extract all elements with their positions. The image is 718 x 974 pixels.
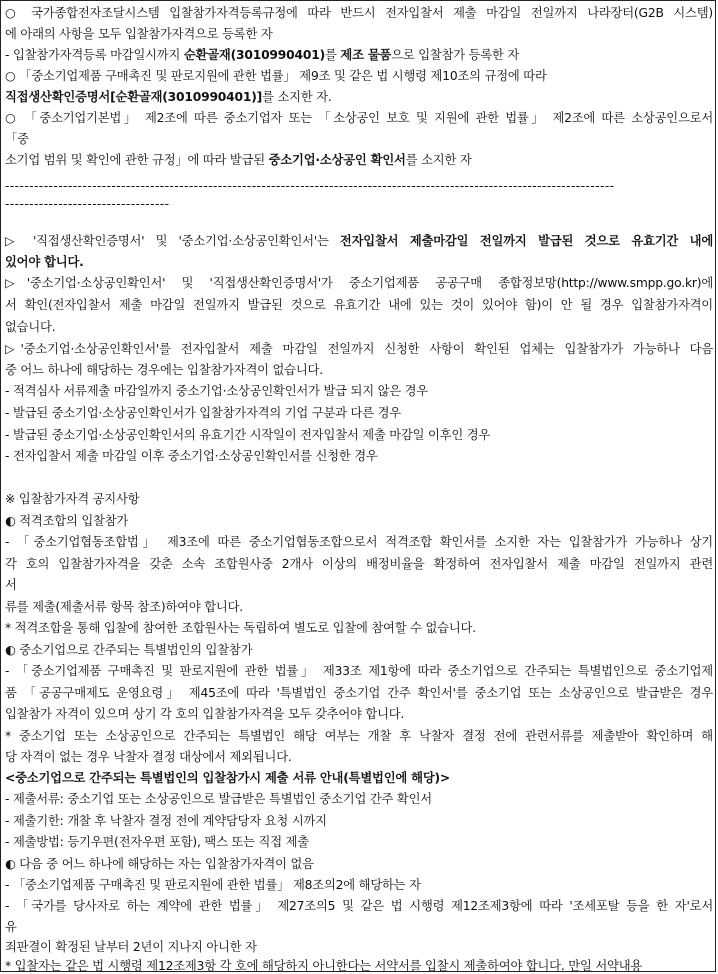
- doc-line: 유: [5, 920, 17, 934]
- doc-line: <중소기업으로 간주되는 특별법인의 입찰참가시 제출 서류 안내(특별법인에 해당)>: [5, 771, 451, 785]
- doc-line: 서: [5, 578, 17, 592]
- doc-line: ○ 「중소기업제품 구매촉진 및 판로지원에 관한 법률」 제9조 및 같은 법 시행령 제10조의 규정에 따라: [5, 69, 547, 83]
- doc-line: ▷'중소기업·소상공인확인서' 및 '직접생산확인증명서'가 중소기업제품 공공구매 종합정보망(http://www.smpp.go.kr)에: [5, 276, 713, 290]
- doc-line: ◐ 중소기업으로 간주되는 특별법인의 입찰참가: [5, 643, 253, 657]
- doc-line: - 입찰참가자격등록 마감일시까지 순환골재(3010990401)를 제조 물품으로 입찰참가 등록한 자: [5, 48, 520, 62]
- doc-line: 죄판결이 확정된 날부터 2년이 지나지 아니한 자: [5, 940, 257, 954]
- doc-line: 류를 제출(제출서류 항목 참조)하여야 합니다.: [5, 600, 243, 614]
- doc-line: - 「중소기업제품 구매촉진 및 판로지원에 관한 법률」 제8조의2에 해당하는 자: [5, 878, 421, 892]
- doc-line: 없습니다.: [5, 320, 56, 334]
- doc-line: - 「중소기업제품 구매촉진 및 판로지원에 관한 법률」 제33조 제1항에 따라 중소기업으로 간주되는 특별법인으로 중소기업제: [5, 664, 713, 678]
- doc-line: 「중: [5, 132, 29, 146]
- doc-line: - 발급된 중소기업·소상공인확인서의 유효기간 시작일이 전자입찰서 제출 마감일 이후인 경우: [5, 428, 491, 442]
- doc-line: - 제출기한: 개찰 후 낙찰자 결정 전에 계약담당자 요청 시까지: [5, 814, 327, 828]
- doc-line: 소기업 범위 및 확인에 관한 규정」에 따라 발급된 중소기업·소상공인 확인서를 소지한 자: [5, 153, 472, 167]
- doc-line: ▷'중소기업·소상공인확인서'를 전자입찰서 제출 마감일 전일까지 신청한 사항이 확인된 업체는 입찰참가가 가능하나 다음: [5, 342, 713, 356]
- doc-line: ○ 「중소기업기본법」 제2조에 따른 중소기업자 또는 「소상공인 보호 및 지원에 관한 법률」 제2조에 따른 소상공인으로서: [5, 111, 713, 125]
- separator-line: ----------------------------------: [5, 197, 170, 211]
- doc-line: - 전자입찰서 제출 마감일 이후 중소기업·소상공인확인서를 신청한 경우: [5, 449, 378, 463]
- doc-line: - 제출방법: 등기우편(전자우편 포함), 팩스 또는 직접 제출: [5, 835, 309, 849]
- doc-line: 입찰참가 자격이 있으며 상기 각 호의 입찰참가자격을 모두 갖추어야 합니다.: [5, 707, 405, 721]
- doc-line: ▷ '직접생산확인증명서' 및 '중소기업·소상공인확인서'는 전자입찰서 제출마감일 전일까지 발급된 것으로 유효기간 내에: [5, 234, 713, 248]
- doc-line: 있어야 합니다.: [5, 255, 84, 269]
- doc-line: - 발급된 중소기업·소상공인확인서가 입찰참가자격의 기업 구분과 다른 경우: [5, 406, 401, 420]
- doc-line: ※ 입찰참가자격 공지사항: [5, 492, 140, 506]
- doc-line: * 중소기업 또는 소상공인으로 간주되는 특별법인 해당 여부는 개찰 후 낙찰자 결정 전에 관련서류를 제출받아 확인하며 해: [5, 729, 713, 743]
- doc-line: ◐ 다음 중 어느 하나에 해당하는 자는 입찰참가자격이 없음: [5, 857, 314, 871]
- doc-line: 서 확인(전자입찰서 제출 마감일 전일까지 발급된 것으로 유효기간 내에 있는 것이 있어야 함)이 안 될 경우 입찰참가자격이: [5, 298, 713, 312]
- doc-line: 중 어느 하나에 해당하는 경우에는 입찰참가자격이 없습니다.: [5, 363, 323, 377]
- doc-line: ◐ 적격조합의 입찰참가: [5, 514, 129, 528]
- doc-line: * 적격조합을 통해 입찰에 참여한 조합원사는 독립하여 별도로 입찰에 참여할 수 없습니다.: [5, 621, 476, 635]
- doc-line: - 「중소기업협동조합법」 제3조에 따른 중소기업협동조합으로서 적격조합 확인서를 소지한 자는 입찰참가가 가능하나 상기: [5, 535, 713, 549]
- doc-line: 에 아래의 사항을 모두 입찰참가자격으로 등록한 자: [5, 27, 273, 41]
- doc-line: - 제출서류: 중소기업 또는 소상공인으로 발급받은 특별법인 중소기업 간주 확인서: [5, 792, 432, 806]
- doc-line: ○ 국가종합전자조달시스템 입찰참가자격등록규정에 따라 반드시 전자입찰서 제출 마감일 전일까지 나라장터(G2B 시스템): [5, 6, 713, 20]
- doc-line: - 적격심사 서류제출 마감일까지 중소기업·소상공인확인서가 발급 되지 않은 경우: [5, 384, 429, 398]
- doc-line: 직접생산확인증명서[순환골재(3010990401)]를 소지한 자.: [5, 90, 332, 104]
- separator-line: ------------------------------------------------------------------------------------------------------------------------------: [5, 179, 615, 193]
- doc-line: 당 자격이 없는 경우 낙찰자 결정 대상에서 제외됩니다.: [5, 750, 292, 764]
- doc-line: 품 「공공구매제도 운영요령」 제45조에 따라 '특별법인 중소기업 간주 확인서'를 중소기업 또는 소상공인으로 발급받은 경우: [5, 686, 713, 700]
- doc-line: - 「국가를 당사자로 하는 계약에 관한 법률」 제27조의5 및 같은 법 시행령 제12조제3항에 따라 '조세포탈 등을 한 자'로서: [5, 899, 713, 913]
- doc-line: * 입찰자는 같은 법 시행령 제12조제3항 각 호에 해당하지 아니한다는 서약서를 입찰시 제출하여야 합니다. 만일 서약내용: [5, 959, 643, 972]
- doc-line: 각 호의 입찰참가자격을 갖춘 소속 조합원사중 2개사 이상의 배정비율을 확정하여 전자입찰서 제출 마감일 전일까지 관련: [5, 557, 713, 571]
